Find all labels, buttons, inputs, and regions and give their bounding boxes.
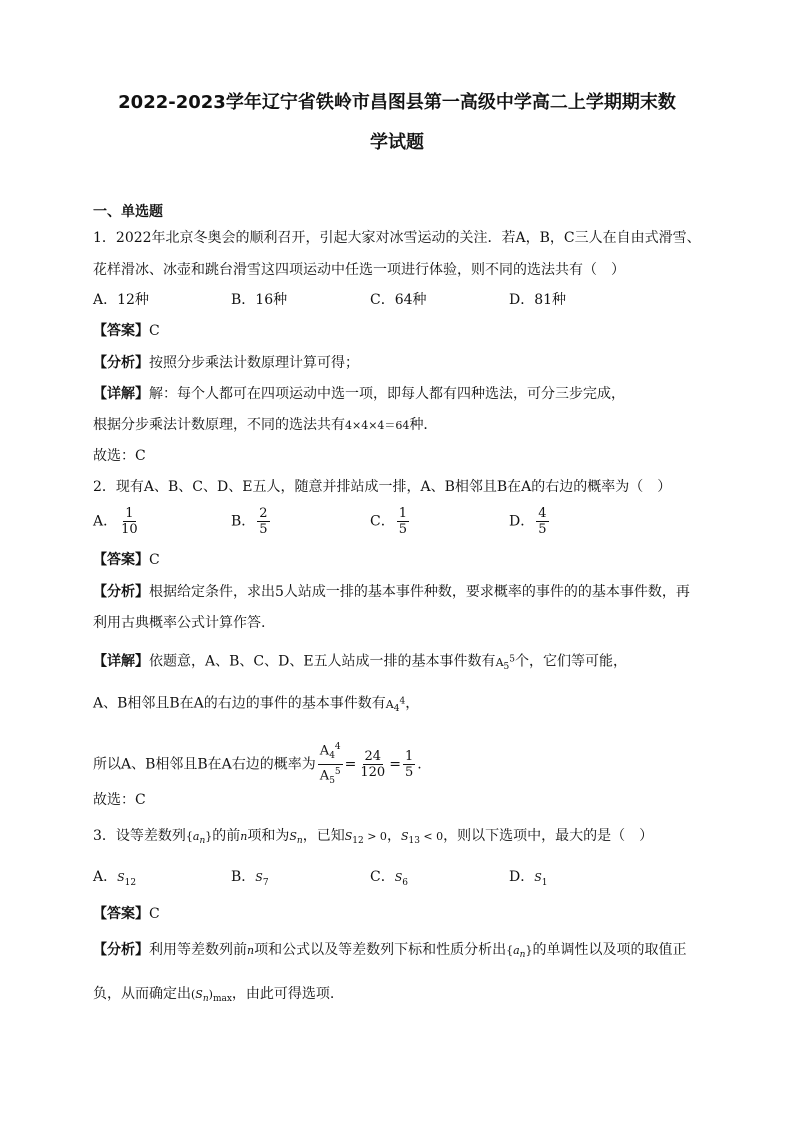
doc-title-line1: 2022-2023学年辽宁省铁岭市昌图县第一高级中学高二上学期期末数 (118, 92, 676, 113)
q1-option-d: D．81种 (509, 292, 567, 308)
q2-answer: 【答案】C (93, 552, 160, 568)
q2-analysis-line2: 利用古典概率公式计算作答. (93, 615, 266, 631)
q1-analysis: 【分析】按照分步乘法计数原理计算可得； (93, 355, 359, 371)
q3-option-c: C．$S_6$ (370, 869, 408, 888)
q1-option-b: B．16种 (231, 292, 288, 308)
q1-detail-line2: 根据分步乘法计数原理，不同的选法共有4×4×4＝64种． (93, 417, 438, 433)
q1-stem-line1: 1．2022年北京冬奥会的顺利召开，引起大家对冰雪运动的关注．若A，B，C三人在自由式滑雪、 (93, 230, 701, 246)
q1-detail-line1: 【详解】解：每个人都可在四项运动中选一项，即每人都有四种选法，可分三步完成， (93, 386, 625, 402)
q2-option-a: A． $\frac{1}{10}$ (93, 506, 138, 537)
q2-detail-line3: 所以A、B相邻且B在A右边的概率为 $\frac{A_4^4}{A_5^5}$ = $\frac{24}{120}$ = $\frac{1}{5}$ . (93, 742, 422, 786)
q1-choice: 故选：C (93, 448, 146, 464)
q3-answer: 【答案】C (93, 906, 160, 922)
q3-stem: 3．设等差数列$\{a_n\}$的前n项和为$S_n$，已知$S_{12} > 0$，$S_{13} < 0$，则以下选项中，最大的是（ ） (93, 828, 654, 847)
q1-option-c: C．64种 (370, 292, 427, 308)
doc-title-line2: 学试题 (370, 132, 424, 153)
q2-choice: 故选：C (93, 792, 146, 808)
q2-detail-line2: A、B相邻且B在A的右边的事件的基本事件数有$A_4^4$， (93, 695, 420, 714)
q2-analysis-line1: 【分析】根据给定条件，求出5人站成一排的基本事件种数，要求概率的事件的的基本事件数，再 (93, 584, 690, 600)
q2-stem: 2．现有A、B、C、D、E五人，随意并排站成一排，A、B相邻且B在A的右边的概率为（ ） (93, 479, 672, 495)
q1-stem-line2: 花样滑冰、冰壶和跳台滑雪这四项运动中任选一项进行体验，则不同的选法共有（ ） (93, 262, 625, 278)
q1-answer: 【答案】C (93, 323, 160, 339)
q3-analysis-line2: 负，从而确定出$(S_n)_{max}$，由此可得选项. (93, 986, 335, 1005)
q2-detail-line1: 【详解】依题意，A、B、C、D、E五人站成一排的基本事件数有$A_5^5$个，它们等可能， (93, 653, 627, 672)
q3-option-d: D．$S_1$ (509, 869, 548, 888)
q2-option-d: D． $\frac{4}{5}$ (509, 506, 547, 537)
q3-option-b: B．$S_7$ (231, 869, 269, 888)
q3-analysis-line1: 【分析】利用等差数列前n项和公式以及等差数列下标和性质分析出$\{a_n\}$的单调性以及项的取值正 (93, 942, 687, 961)
q2-option-c: C． $\frac{1}{5}$ (370, 506, 407, 537)
q1-option-a: A．12种 (93, 292, 149, 308)
q2-option-b: B． $\frac{2}{5}$ (231, 506, 268, 537)
section-heading: 一、单选题 (93, 204, 163, 220)
q3-option-a: A．$S_{12}$ (93, 869, 137, 888)
